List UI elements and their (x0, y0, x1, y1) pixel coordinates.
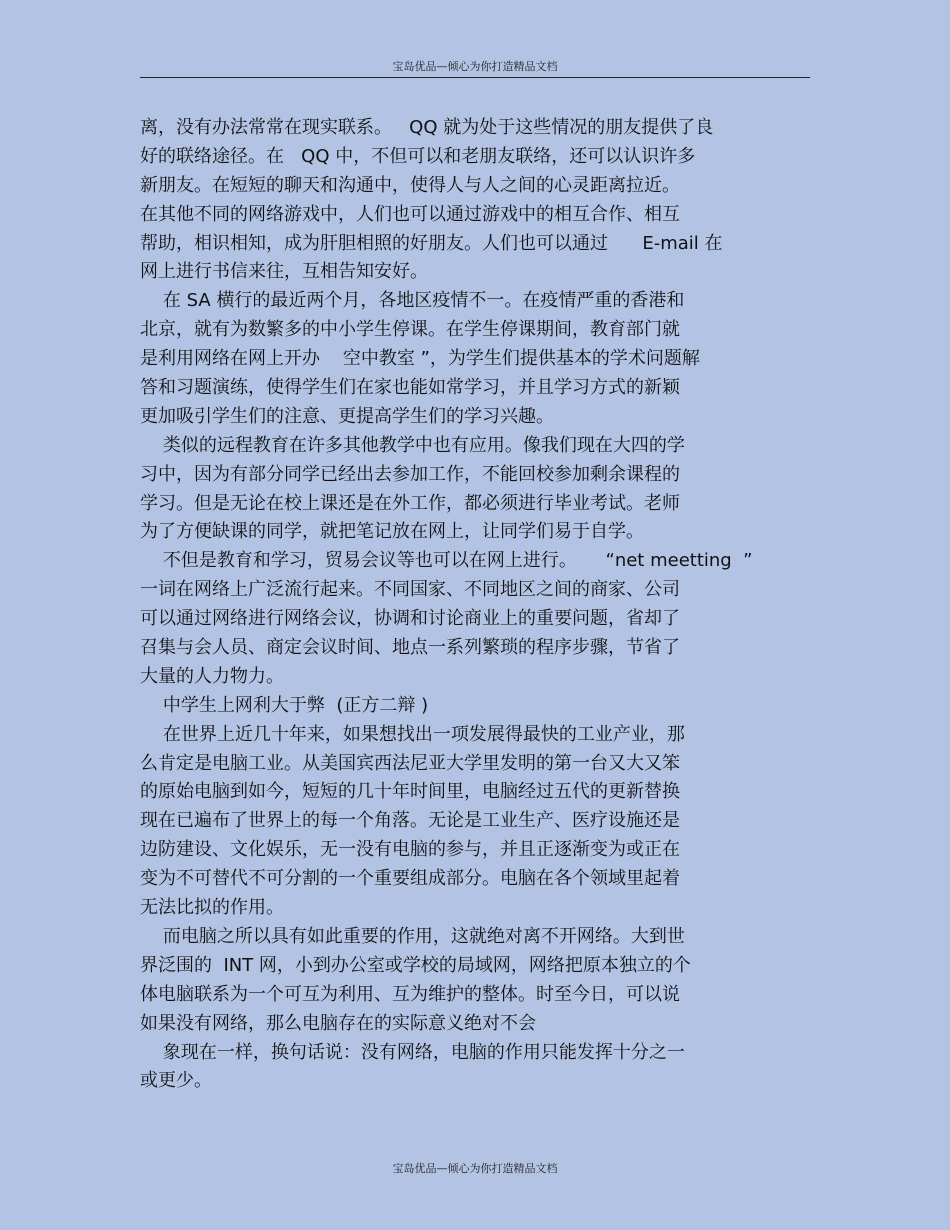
text-line: 界泛围的 INT 网，小到办公室或学校的局域网，网络把原本独立的个 (140, 954, 691, 976)
text-line: 类似的远程教育在许多其他教学中也有应用。像我们现在大四的学 (140, 434, 685, 456)
text-line: 为了方便缺课的同学，就把笔记放在网上，让同学们易于自学。 (140, 521, 644, 543)
text-line: 么肯定是电脑工业。从美国宾西法尼亚大学里发明的第一台又大又笨 (140, 752, 680, 774)
text-line: 无法比拟的作用。 (140, 897, 284, 919)
text-line: 帮助，相识相知，成为肝胆相照的好朋友。人们也可以通过 E-mail 在 (140, 232, 723, 254)
text-line: 习中，因为有部分同学已经出去参加工作，不能回校参加剩余课程的 (140, 463, 680, 485)
text-line: 可以通过网络进行网络会议，协调和讨论商业上的重要问题，省却了 (140, 608, 680, 630)
text-line: 的原始电脑到如今，短短的几十年时间里，电脑经过五代的更新替换 (140, 781, 680, 803)
text-line: 答和习题演练，使得学生们在家也能如常学习，并且学习方式的新颖 (140, 377, 680, 399)
text-line: 变为不可替代不可分割的一个重要组成部分。电脑在各个领域里起着 (140, 868, 680, 890)
text-line: 在其他不同的网络游戏中，人们也可以通过游戏中的相互合作、相互 (140, 203, 680, 225)
text-line: 现在已遍布了世界上的每一个角落。无论是工业生产、医疗设施还是 (140, 810, 680, 832)
text-line: 北京，就有为数繁多的中小学生停课。在学生停课期间，教育部门就 (140, 319, 680, 341)
text-line: 更加吸引学生们的注意、更提高学生们的学习兴趣。 (140, 405, 554, 427)
document-body (140, 114, 840, 1096)
text-line: 学习。但是无论在校上课还是在外工作，都必须进行毕业考试。老师 (140, 492, 680, 514)
text-line: 是利用网络在网上开办 空中教室 ”，为学生们提供基本的学术问题解 (140, 348, 700, 370)
text-line: 不但是教育和学习，贸易会议等也可以在网上进行。 “net meetting ” (140, 550, 753, 572)
text-line: 如果没有网络，那么电脑存在的实际意义绝对不会 (140, 1012, 536, 1034)
text-line: 在 SA 横行的最近两个月，各地区疫情不一。在疫情严重的香港和 (140, 290, 685, 312)
text-line: 而电脑之所以具有如此重要的作用，这就绝对离不开网络。大到世 (140, 925, 685, 947)
text-line: 离，没有办法常常在现实联系。 QQ 就为处于这些情况的朋友提供了良 (140, 117, 714, 138)
text-line: 大量的人力物力。 (140, 665, 284, 687)
text-line: 或更少。 (140, 1070, 212, 1092)
text-line: 在世界上近几十年来，如果想找出一项发展得最快的工业产业，那 (140, 723, 685, 745)
page-header: 宝岛优品—倾心为你打造精品文档 (392, 60, 558, 73)
text-line: 象现在一样，换句话说：没有网络，电脑的作用只能发挥十分之一 (140, 1041, 685, 1063)
text-line: 召集与会人员、商定会议时间、地点一系列繁琐的程序步骤，节省了 (140, 637, 680, 659)
text-line: 一词在网络上广泛流行起来。不同国家、不同地区之间的商家、公司 (140, 579, 680, 601)
text-line: 新朋友。在短短的聊天和沟通中，使得人与人之间的心灵距离拉近。 (140, 174, 680, 196)
text-line: 网上进行书信来往，互相告知安好。 (140, 261, 428, 283)
page-footer: 宝岛优品—倾心为你打造精品文档 (392, 1162, 558, 1175)
text-line: 体电脑联系为一个可互为利用、互为维护的整体。时至今日，可以说 (140, 983, 680, 1005)
text-line: 边防建设、文化娱乐，无一没有电脑的参与，并且正逐渐变为或正在 (140, 839, 680, 861)
text-line: 好的联络途径。在 QQ 中，不但可以和老朋友联络，还可以认识许多 (140, 145, 696, 167)
header-divider (140, 77, 810, 78)
section-title: 中学生上网利大于弊 (正方二辩 ) (140, 694, 429, 716)
